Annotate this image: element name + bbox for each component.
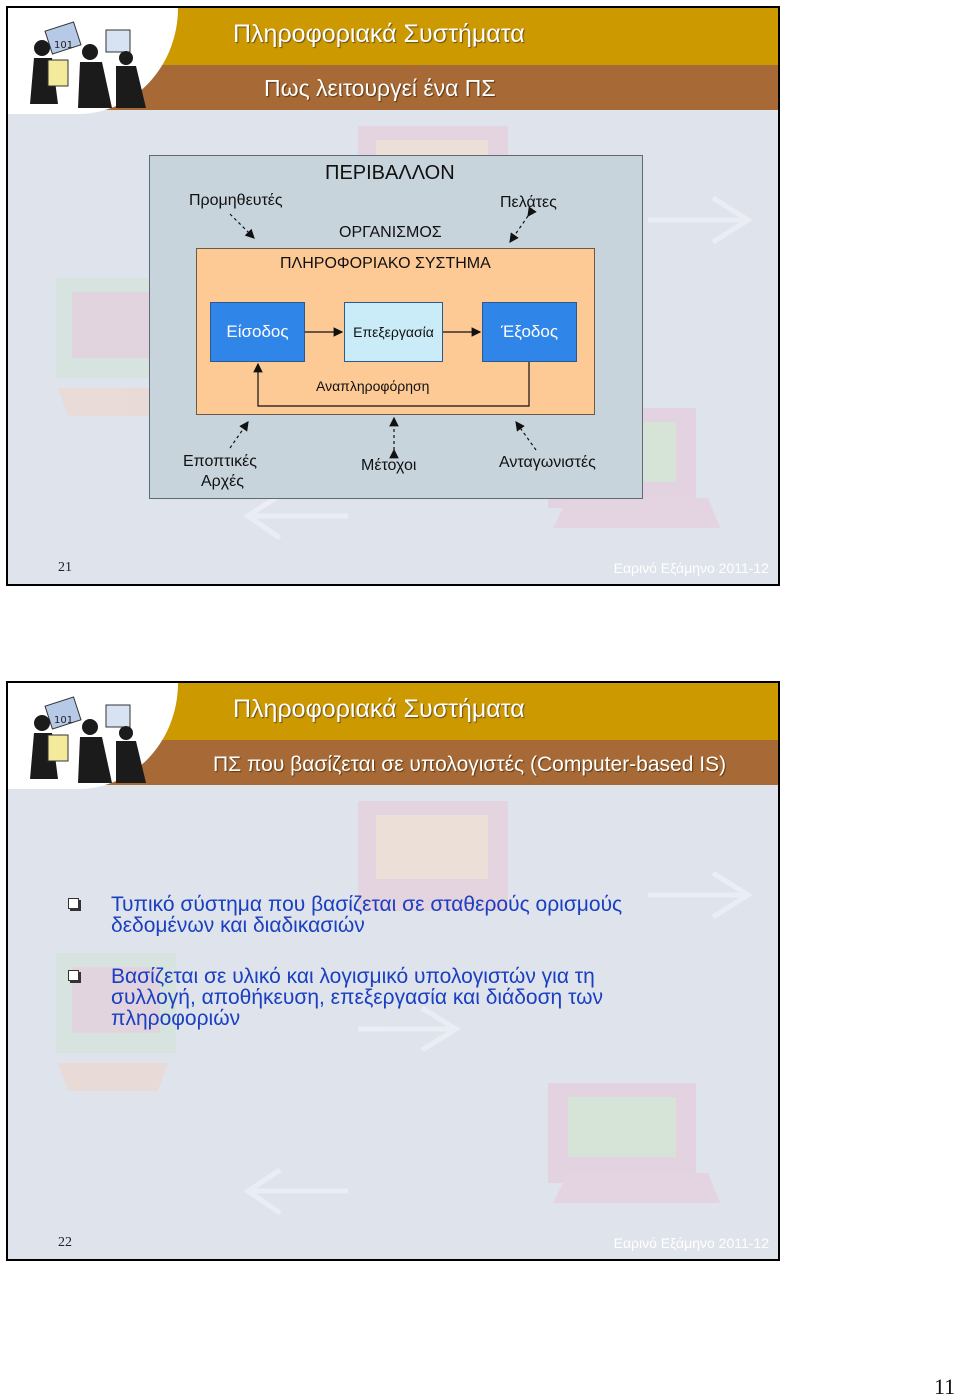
shareholders-label: Μέτοχοι: [361, 457, 417, 474]
customers-arrow: [510, 216, 528, 242]
suppliers-label: Προμηθευτές: [189, 192, 283, 209]
feedback-label: Αναπληροφόρηση: [316, 378, 430, 394]
businesspeople-logo: [8, 683, 178, 789]
output-box: Έξοδος: [482, 302, 577, 362]
feedback-loop-arrow: [258, 362, 529, 406]
slide-22: [6, 681, 780, 1261]
competitors-label: Ανταγωνιστές: [499, 454, 596, 471]
square-bullet-icon: [68, 970, 79, 981]
suppliers-arrow: [230, 214, 254, 238]
square-bullet-icon: [68, 898, 79, 909]
slide-21: [6, 6, 780, 586]
diagram-arrows: [8, 8, 780, 586]
people-carrying-computers-icon: [8, 683, 178, 789]
footer-term: Εαρινό Εξάμηνο 2011-12: [613, 560, 769, 576]
svg-text:101: 101: [54, 715, 74, 726]
svg-text:101: 101: [54, 40, 74, 51]
course-title: Πληροφοριακά Συστήματα: [233, 20, 525, 48]
footer-term: Εαρινό Εξάμηνο 2011-12: [613, 1235, 769, 1251]
slide-subtitle: Πως λειτουργεί ένα ΠΣ: [264, 75, 496, 101]
information-system-label: ΠΛΗΡΟΦΟΡΙΑΚΟ ΣΥΣΤΗΜΑ: [280, 255, 491, 272]
course-title: Πληροφοριακά Συστήματα: [233, 695, 525, 723]
sheet-number: 11: [934, 1374, 956, 1399]
page-number: 21: [58, 560, 72, 575]
bullet-text: Βασίζεται σε υλικό και λογισμικό υπολογιστών για τη συλλογή, αποθήκευση, επεξεργασία και διάδοση των πληροφοριών: [111, 965, 603, 1030]
input-box: Είσοδος: [210, 302, 305, 362]
regulators-label-line2: Αρχές: [201, 473, 245, 490]
environment-label: ΠΕΡΙΒΑΛΛΟΝ: [325, 162, 455, 184]
processing-box: Επεξεργασία: [344, 302, 443, 362]
bullet-text: Τυπικό σύστημα που βασίζεται σε σταθερούς ορισμούς δεδομένων και διαδικασιών: [111, 893, 623, 937]
organization-label: ΟΡΓΑΝΙΣΜΟΣ: [339, 224, 442, 241]
competitors-arrow: [516, 422, 536, 450]
customers-label: Πελάτες: [500, 194, 557, 211]
regulators-label-line1: Εποπτικές: [183, 453, 257, 470]
page-number: 22: [58, 1235, 72, 1250]
slide-subtitle: ΠΣ που βασίζεται σε υπολογιστές (Computer-based IS): [213, 753, 727, 776]
regulators-arrow: [230, 422, 248, 448]
